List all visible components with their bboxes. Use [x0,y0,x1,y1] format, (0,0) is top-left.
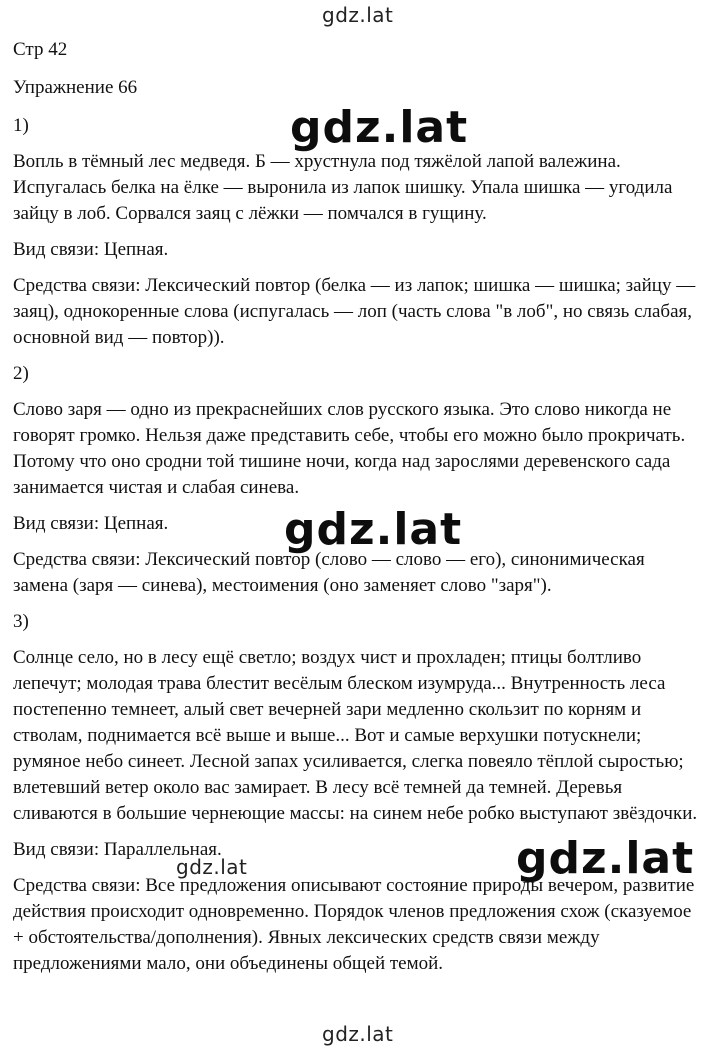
watermark-small-mid: gdz.lat [176,855,248,879]
page-number: Стр 42 [13,39,68,60]
watermark-big-3: gdz.lat [516,833,695,884]
section-1-text: Вопль в тёмный лес медведя. Б — хрустнула под тяжёлой лапой валежина. Испугалась белка на ёлке — выронила из лапок шишку. Упала шишка — угодила зайцу в лоб. Сорвался заяц с лёжки — помчался в гущину. [13,151,673,224]
watermark-big-1: gdz.lat [290,102,469,153]
section-1-means: Средства связи: Лексический повтор (белка — из лапок; шишка — шишка; зайцу — заяц), однокоренные слова (испугалась — лоп (часть слова "в лоб", но связь слабая, основной вид — повтор)). [13,275,696,348]
section-2-means: Средства связи: Лексический повтор (слово — слово — его), синонимическая замена (заря — синева), местоимения (оно заменяет слово "заря"). [13,549,645,596]
section-3-means: Средства связи: Все предложения описывают состояние природы вечером, развитие действия происходит одновременно. Порядок членов предложения схож (сказуемое + обстоятельства/дополнения). Явных лексических средств связи между предложениями мало, они объединены общей темой. [13,875,695,974]
section-1-number: 1) [13,115,29,136]
section-2-link-type: Вид связи: Цепная. [13,513,169,534]
section-2-number: 2) [13,363,29,384]
watermark-top: gdz.lat [322,3,394,27]
exercise-title: Упражнение 66 [13,77,138,98]
section-3-text: Солнце село, но в лесу ещё светло; воздух чист и прохладен; птицы болтливо лепечут; молодая трава блестит весёлым блеском изумруда... Внутренность леса постепенно темнеет, алый свет вечерней зари медленно скользит по корням и стволам, поднимается всё выше и выше... Вот и самые верхушки потускнели; румяное небо синеет. Лесной запах усиливается, слегка повеяло тёплой сыростью; влетевший ветер около вас замирает. В лесу всё темней да темней. Деревья сливаются в большие чернеющие массы: на синем небе робко выступают звёздочки. [13,647,698,824]
watermark-big-2: gdz.lat [284,504,463,555]
section-1-link-type: Вид связи: Цепная. [13,239,169,260]
section-3-link-type: Вид связи: Параллельная. [13,839,222,860]
watermark-bottom: gdz.lat [322,1022,394,1046]
section-2-text: Слово заря — одно из прекраснейших слов русского языка. Это слово никогда не говорят громко. Нельзя даже представить себе, чтобы его можно было прокричать. Потому что оно сродни той тишине ночи, когда над зарослями деревенского сада занимается чистая и слабая синева. [13,399,686,498]
section-3-number: 3) [13,611,29,632]
